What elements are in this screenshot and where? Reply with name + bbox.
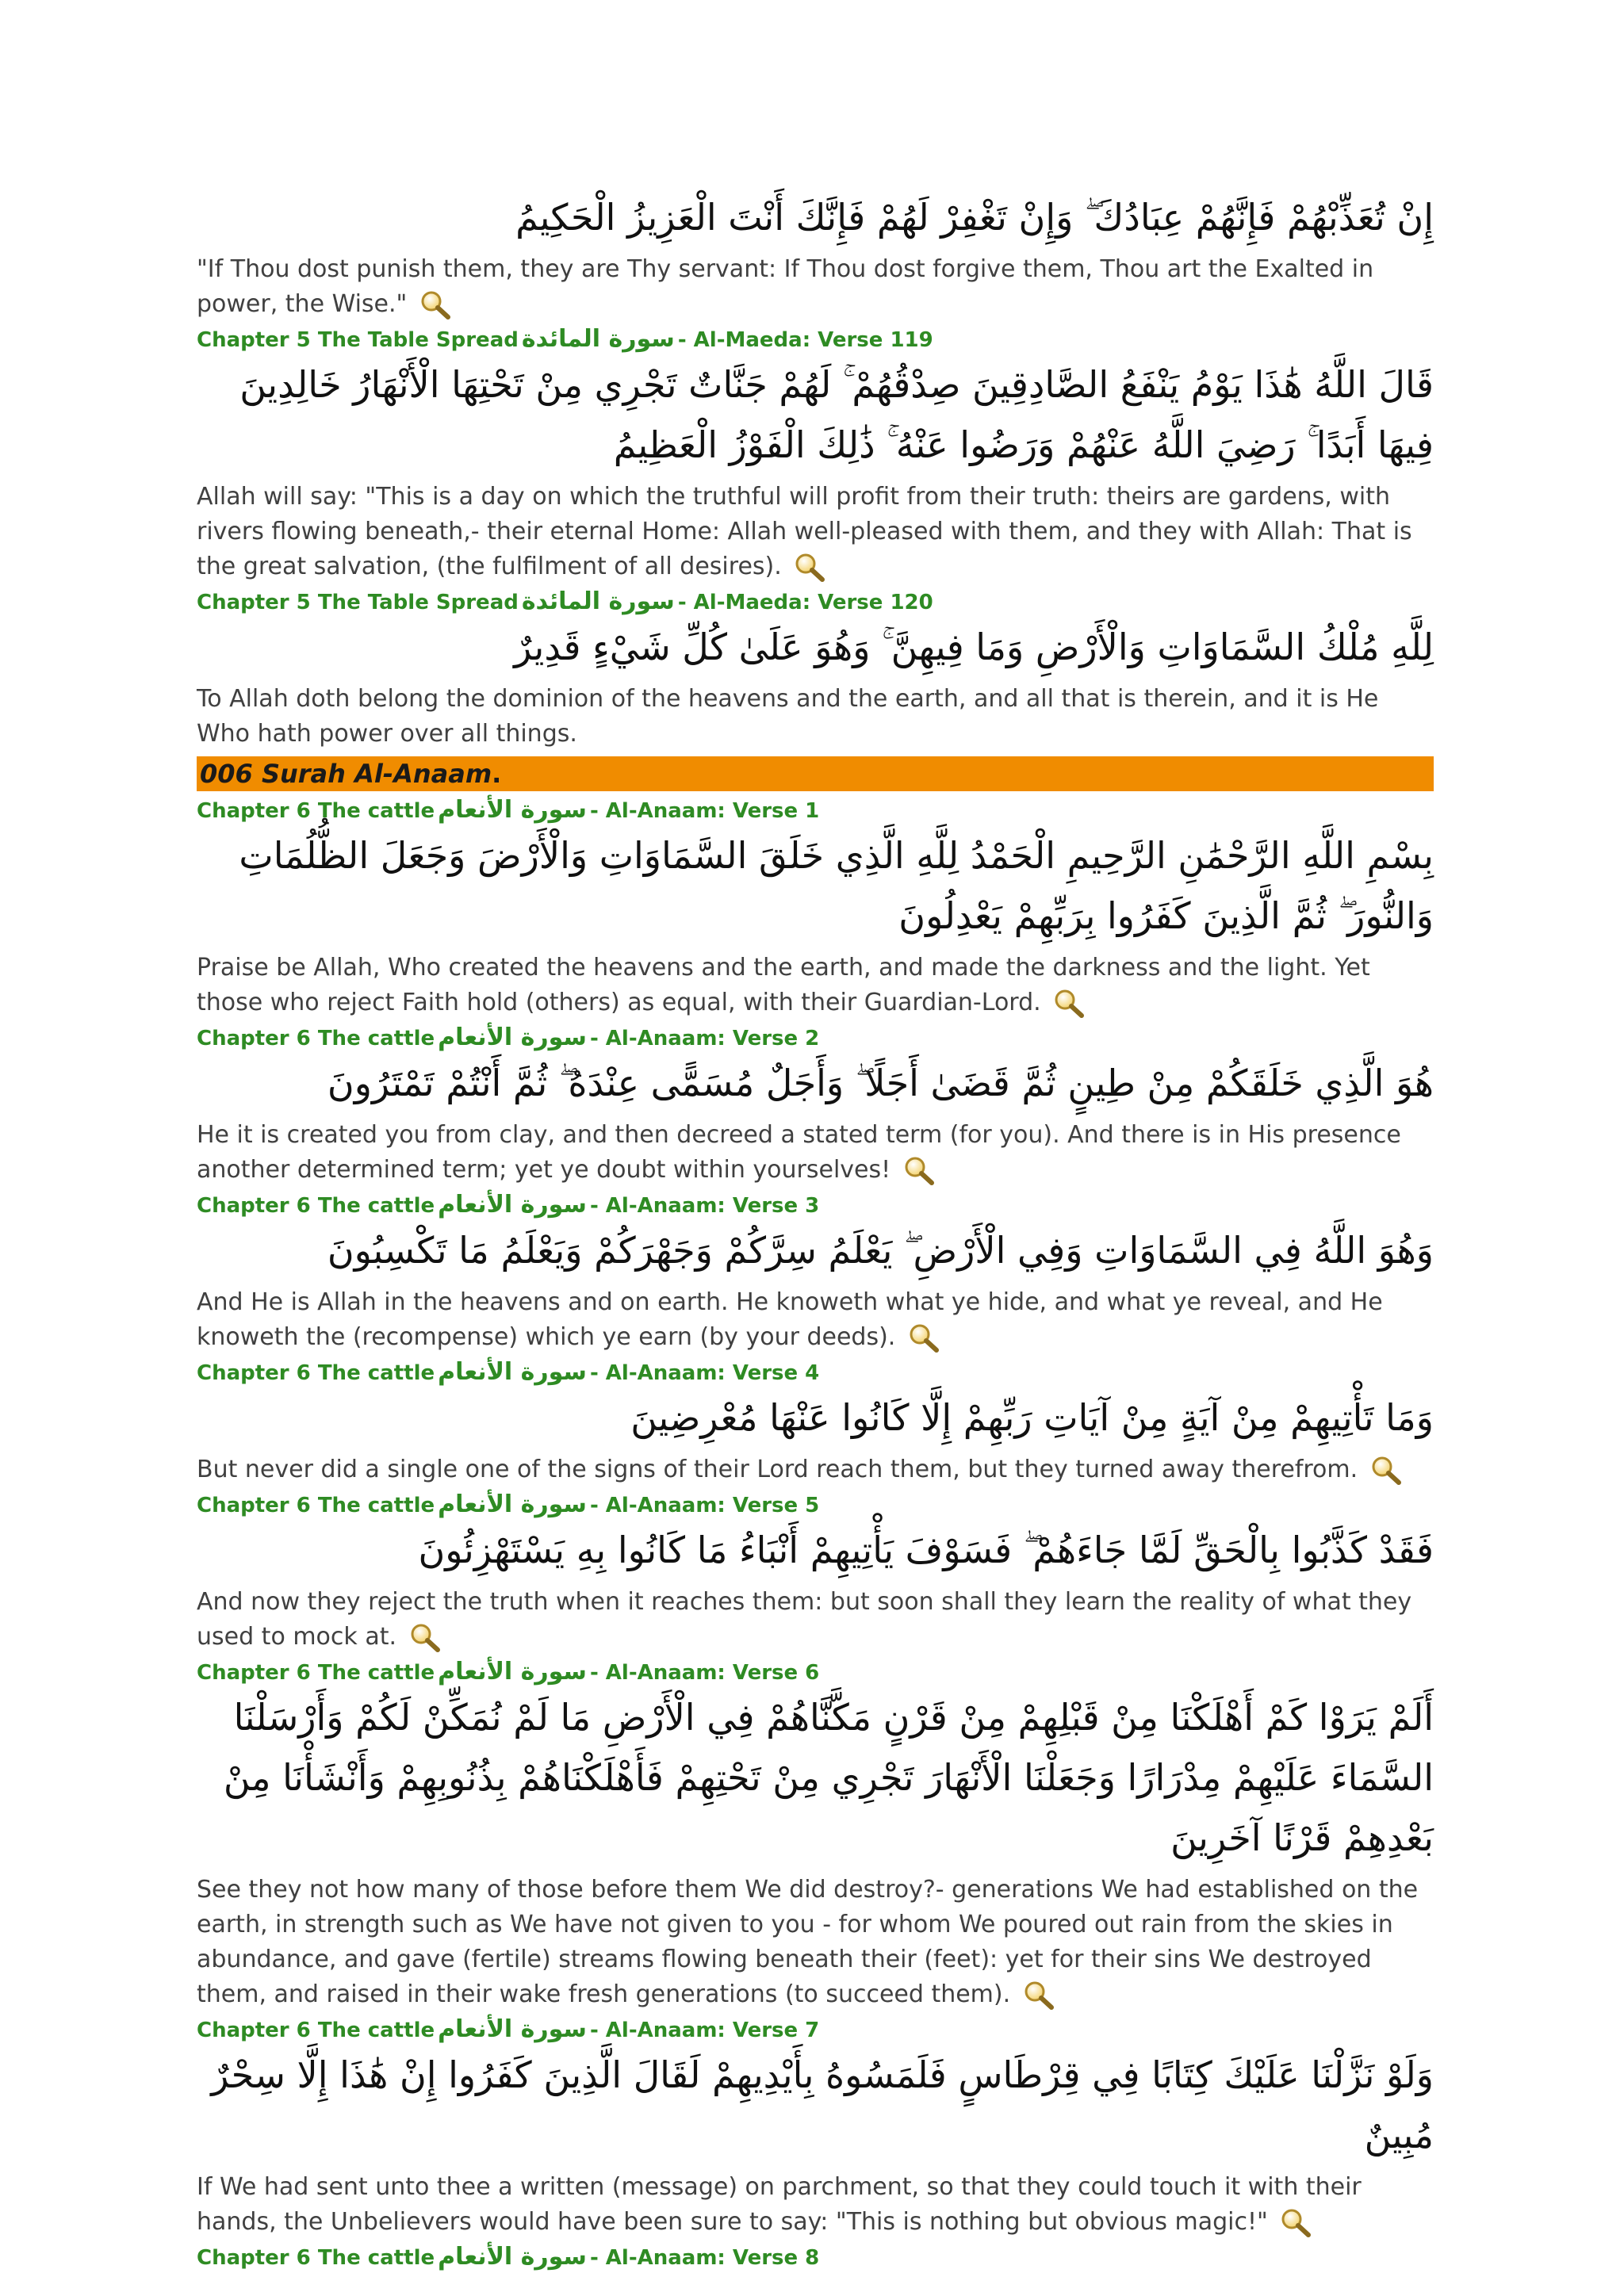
magnifier-icon[interactable]	[1023, 1980, 1055, 2011]
magnifier-icon[interactable]	[903, 1156, 935, 1186]
surah-arabic-name: سورة الأنعام	[438, 1191, 587, 1219]
arabic-verse-text: أَلَمْ يَرَوْا كَمْ أَهْلَكْنَا مِنْ قَبْلِهِمْ مِنْ قَرْنٍ مَكَّنَّاهُمْ فِي الْأَرْضِ مَا لَمْ نُمَكِّنْ لَكُمْ وَأَرْسَلْنَا السَّمَاءَ عَلَيْهِمْ مِدْرَارًا وَجَعَلْنَا الْأَنْهَارَ تَجْرِي مِنْ تَحْتِهِمْ فَأَهْلَكْنَاهُمْ بِذُنُوبِهِمْ وَأَنْشَأْنَا مِنْ بَعْدِهِمْ قَرْنًا آخَرِينَ	[223, 1696, 1434, 1859]
surah-arabic-name: سورة الأنعام	[438, 1490, 587, 1518]
chapter-verse-header	[197, 2015, 1434, 2045]
verse-translation	[197, 1285, 1434, 1355]
surah-arabic-name: سورة المائدة	[521, 587, 675, 615]
verse-block	[197, 325, 1434, 584]
verse-translation	[197, 682, 1434, 752]
verse-reference: - Al-Anaam: Verse 5	[589, 1494, 820, 1517]
chapter-verse-header	[197, 587, 1434, 617]
translation-text: And He is Allah in the heavens and on earth. He knoweth what ye hide, and what ye reveal, and He knoweth the (recompense) which ye earn (by your deeds).	[197, 1288, 1383, 1351]
verse-translation	[197, 1452, 1434, 1487]
verse-translation	[197, 1118, 1434, 1188]
verse-reference: - Al-Anaam: Verse 8	[589, 2246, 820, 2270]
translation-text: But never did a single one of the signs of their Lord reach them, but they turned away therefrom.	[197, 1456, 1358, 1483]
chapter-name: Chapter 5 The Table Spread	[197, 328, 519, 352]
surah-arabic-name: سورة الأنعام	[438, 2015, 587, 2043]
arabic-verse-text: قَالَ اللَّهُ هَٰذَا يَوْمُ يَنْفَعُ الصَّادِقِينَ صِدْقُهُمْ ۚ لَهُمْ جَنَّاتٌ تَجْرِي مِنْ تَحْتِهَا الْأَنْهَارُ خَالِدِينَ فِيهَا أَبَدًا ۚ رَضِيَ اللَّهُ عَنْهُمْ وَرَضُوا عَنْهُ ۚ ذَٰلِكَ الْفَوْزُ الْعَظِيمُ	[239, 363, 1434, 466]
chapter-name: Chapter 6 The cattle	[197, 1494, 435, 1517]
surah-arabic-name: سورة الأنعام	[438, 1658, 587, 1686]
verse-reference: - Al-Anaam: Verse 3	[589, 1194, 820, 1218]
translation-text: And now they reject the truth when it reaches them: but soon shall they learn the reality of what they used to mock at.	[197, 1588, 1412, 1651]
chapter-verse-header	[197, 325, 1434, 354]
chapter-verse-header	[197, 1658, 1434, 1687]
chapter-verse-header	[197, 1024, 1434, 1053]
verse-translation	[197, 1873, 1434, 2012]
chapter-name: Chapter 6 The cattle	[197, 1661, 435, 1685]
surah-title: 006 Surah Al-Anaam	[200, 759, 492, 789]
magnifier-icon[interactable]	[1053, 989, 1085, 1019]
verse-block	[197, 2015, 1434, 2240]
magnifier-icon[interactable]	[409, 1623, 441, 1653]
magnifier-icon[interactable]	[908, 1323, 940, 1353]
chapter-verse-header	[197, 1358, 1434, 1387]
translation-text: "If Thou dost punish them, they are Thy servant: If Thou dost forgive them, Thou art the Exalted in power, the Wise."	[197, 255, 1374, 318]
chapter-verse-header	[197, 1191, 1434, 1220]
surah-title-bar	[197, 756, 1434, 791]
chapter-verse-header	[197, 1490, 1434, 1520]
verse-reference: - Al-Anaam: Verse 7	[589, 2019, 820, 2042]
magnifier-icon[interactable]	[419, 290, 451, 320]
surah-arabic-name: سورة الأنعام	[438, 1024, 587, 1051]
verse-translation	[197, 1585, 1434, 1655]
arabic-verse-text: بِسْمِ اللَّهِ الرَّحْمَٰنِ الرَّحِيمِ الْحَمْدُ لِلَّهِ الَّذِي خَلَقَ السَّمَاوَاتِ وَالْأَرْضَ وَجَعَلَ الظُّلُمَاتِ وَالنُّورَ ۖ ثُمَّ الَّذِينَ كَفَرُوا بِرَبِّهِمْ يَعْدِلُونَ	[239, 834, 1434, 937]
verse-block	[197, 796, 1434, 1020]
verse-block	[197, 1490, 1434, 1655]
verse-reference: - Al-Maeda: Verse 119	[677, 328, 933, 352]
verse-block	[197, 756, 1434, 791]
arabic-verse-text: إِنْ تُعَذِّبْهُمْ فَإِنَّهُمْ عِبَادُكَ ۖ وَإِنْ تَغْفِرْ لَهُمْ فَإِنَّكَ أَنْتَ الْعَزِيزُ الْحَكِيمُ	[515, 196, 1434, 239]
translation-text: See they not how many of those before them We did destroy?- generations We had established on the earth, in strength such as We have not given to you - for whom We poured out rain from the skies in abundance, and gave (fertile) streams flowing beneath their (feet): yet for their sins We destroyed them, and raised in their wake fresh generations (to succeed them).	[197, 1876, 1419, 2008]
verse-reference: - Al-Anaam: Verse 6	[589, 1661, 820, 1685]
verse-block	[197, 187, 1434, 322]
translation-text: Praise be Allah, Who created the heavens and the earth, and made the darkness and the light. Yet those who reject Faith hold (others) as equal, with their Guardian-Lord.	[197, 954, 1370, 1016]
translation-text: If We had sent unto thee a written (message) on parchment, so that they could touch it with their hands, the Unbelievers would have been sure to say: "This is nothing but obvious magic!"	[197, 2173, 1362, 2236]
chapter-name: Chapter 5 The Table Spread	[197, 591, 519, 614]
verse-translation	[197, 2170, 1434, 2240]
magnifier-icon[interactable]	[794, 553, 825, 583]
surah-arabic-name: سورة المائدة	[521, 325, 675, 353]
chapter-verse-header	[197, 2243, 1434, 2272]
magnifier-icon[interactable]	[1280, 2208, 1312, 2238]
magnifier-icon[interactable]	[1370, 1456, 1402, 1486]
chapter-verse-header	[197, 796, 1434, 825]
surah-title-dot: .	[492, 759, 502, 789]
verse-list	[197, 187, 1434, 2272]
surah-arabic-name: سورة الأنعام	[438, 1358, 587, 1386]
surah-arabic-name: سورة الأنعام	[438, 2243, 587, 2271]
chapter-name: Chapter 6 The cattle	[197, 1027, 435, 1050]
verse-block	[197, 1358, 1434, 1487]
verse-block	[197, 1191, 1434, 1355]
verse-reference: - Al-Anaam: Verse 1	[589, 799, 820, 823]
chapter-name: Chapter 6 The cattle	[197, 1194, 435, 1218]
arabic-verse-text: وَهُوَ اللَّهُ فِي السَّمَاوَاتِ وَفِي الْأَرْضِ ۖ يَعْلَمُ سِرَّكُمْ وَجَهْرَكُمْ وَيَعْلَمُ مَا تَكْسِبُونَ	[327, 1229, 1434, 1272]
arabic-verse-text: فَقَدْ كَذَّبُوا بِالْحَقِّ لَمَّا جَاءَهُمْ ۖ فَسَوْفَ يَأْتِيهِمْ أَنْبَاءُ مَا كَانُوا بِهِ يَسْتَهْزِئُونَ	[418, 1529, 1434, 1571]
translation-text: To Allah doth belong the dominion of the heavens and the earth, and all that is therein, and it is He Who hath power over all things.	[197, 685, 1379, 748]
verse-block	[197, 1024, 1434, 1188]
verse-translation	[197, 252, 1434, 322]
verse-block	[197, 587, 1434, 752]
arabic-verse-text: وَمَا تَأْتِيهِمْ مِنْ آيَةٍ مِنْ آيَاتِ رَبِّهِمْ إِلَّا كَانُوا عَنْهَا مُعْرِضِينَ	[630, 1396, 1434, 1439]
arabic-verse-text: لِلَّهِ مُلْكُ السَّمَاوَاتِ وَالْأَرْضِ وَمَا فِيهِنَّ ۚ وَهُوَ عَلَىٰ كُلِّ شَيْءٍ قَدِيرٌ	[514, 626, 1434, 668]
arabic-verse-text: وَلَوْ نَزَّلْنَا عَلَيْكَ كِتَابًا فِي قِرْطَاسٍ فَلَمَسُوهُ بِأَيْدِيهِمْ لَقَالَ الَّذِينَ كَفَرُوا إِنْ هَٰذَا إِلَّا سِحْرٌ مُبِينٌ	[211, 2053, 1434, 2156]
chapter-name: Chapter 6 The cattle	[197, 799, 435, 823]
translation-text: He it is created you from clay, and then decreed a stated term (for you). And there is in His presence another determined term; yet ye doubt within yourselves!	[197, 1121, 1401, 1184]
chapter-name: Chapter 6 The cattle	[197, 1361, 435, 1385]
chapter-name: Chapter 6 The cattle	[197, 2019, 435, 2042]
surah-arabic-name: سورة الأنعام	[438, 796, 587, 824]
verse-reference: - Al-Anaam: Verse 2	[589, 1027, 820, 1050]
chapter-name: Chapter 6 The cattle	[197, 2246, 435, 2270]
verse-translation	[197, 951, 1434, 1020]
verse-block	[197, 2243, 1434, 2272]
verse-reference: - Al-Anaam: Verse 4	[589, 1361, 820, 1385]
verse-translation	[197, 480, 1434, 584]
verse-reference: - Al-Maeda: Verse 120	[677, 591, 933, 614]
verse-block	[197, 1658, 1434, 2012]
arabic-verse-text: هُوَ الَّذِي خَلَقَكُمْ مِنْ طِينٍ ثُمَّ قَضَىٰ أَجَلًا ۖ وَأَجَلٌ مُسَمًّى عِنْدَهُ ۖ ثُمَّ أَنْتُمْ تَمْتَرُونَ	[327, 1062, 1434, 1104]
translation-text: Allah will say: "This is a day on which the truthful will profit from their truth: theirs are gardens, with rivers flowing beneath,- their eternal Home: Allah well-pleased with them, and they with Allah: That is the great salvation, (the fulfilment of all desires).	[197, 483, 1412, 580]
